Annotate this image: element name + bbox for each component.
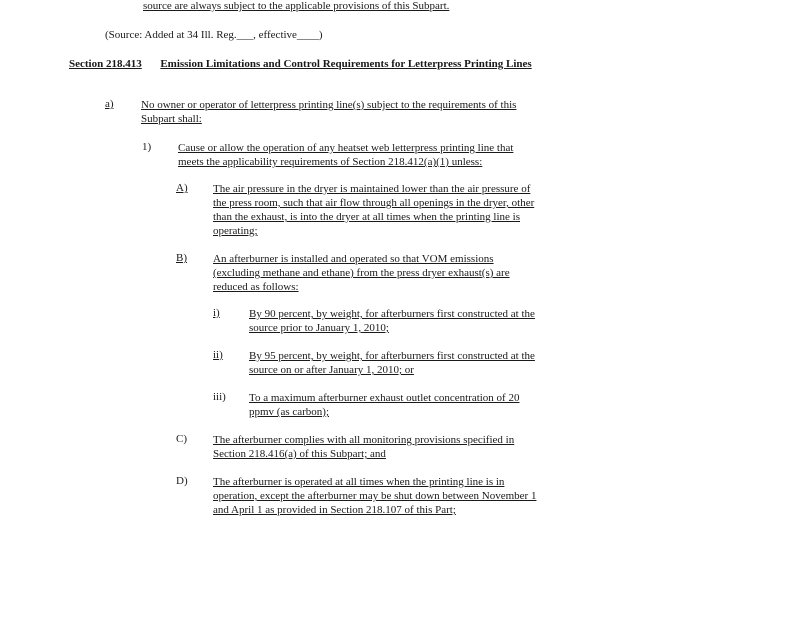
subparagraph-B-text: An afterburner is installed and operated so that VOM emissions (excluding methane and ethane) from the press dryer exhaust(s) are reduced as follows: — [213, 253, 510, 293]
clause-iii-text: To a maximum afterburner exhaust outlet concentration of 20 ppmv (as carbon); — [249, 392, 520, 418]
paragraph-1-label: 1) — [142, 141, 152, 153]
section-number: Section 218.413 — [69, 58, 142, 70]
subparagraph-C-text: The afterburner complies with all monitoring provisions specified in Section 218.416(a) of this Subpart; and — [213, 434, 515, 460]
subsection-a-label: a) — [105, 98, 114, 110]
section-title: Emission Limitations and Control Requirements for Letterpress Printing Lines — [160, 58, 532, 70]
subsection-a-text: No owner or operator of letterpress printing line(s) subject to the requirements of this Subpart shall: — [141, 99, 517, 125]
clause-i-text: By 90 percent, by weight, for afterburners first constructed at the source prior to January 1, 2010; — [249, 308, 535, 334]
subparagraph-A-label: A) — [176, 182, 188, 194]
top-line: source are always subject to the applicable provisions of this Subpart. — [143, 0, 450, 12]
subparagraph-D-label: D) — [176, 475, 188, 487]
clause-iii-label: iii) — [213, 391, 226, 403]
subparagraph-C-label: C) — [176, 433, 187, 445]
paragraph-1-text: Cause or allow the operation of any heatset web letterpress printing line that meets the applicability requirements of Section 218.412(a)(1) unless: — [178, 142, 514, 168]
subparagraph-B-label: B) — [176, 252, 187, 264]
subparagraph-D-text: The afterburner is operated at all times when the printing line is in operation, except the afterburner may be shut down between November 1 and April 1 as provided in Section 218.107 of this Part; — [213, 476, 537, 516]
source-note: (Source: Added at 34 Ill. Reg.___, effective____) — [105, 29, 323, 41]
clause-i-label: i) — [213, 307, 220, 319]
clause-ii-label: ii) — [213, 349, 223, 361]
clause-ii-text: By 95 percent, by weight, for afterburners first constructed at the source on or after January 1, 2010; or — [249, 350, 535, 376]
subparagraph-A-text: The air pressure in the dryer is maintained lower than the air pressure of the press room, such that air flow through all openings in the dryer, other than the exhaust, is into the dryer at all times when the printing line is operating; — [213, 183, 535, 237]
